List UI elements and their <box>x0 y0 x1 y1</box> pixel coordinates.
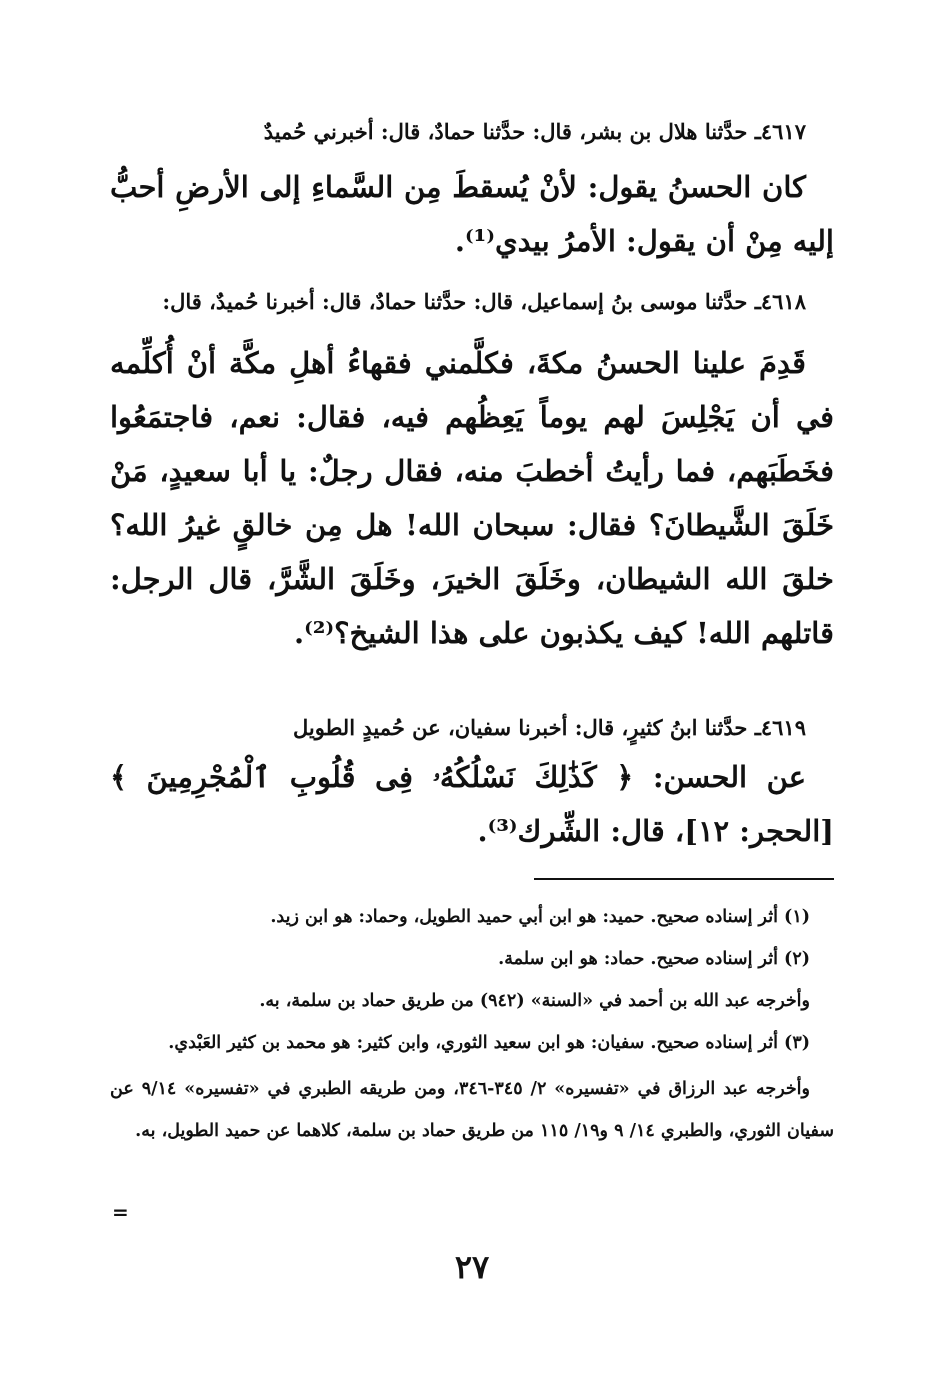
entry-isnad: ٤٦١٩ـ حدَّثنا ابنُ كثيرٍ، قال: أخبرنا سفيان، عن حُميدٍ الطويل <box>292 715 806 740</box>
entry-matn: كان الحسنُ يقول: لأنْ يُسقطَ مِن السَّماءِ إلى الأرضِ أحبُّ إليه مِنْ أن يقول: الأمرُ بيدي⁽¹⁾. <box>110 170 834 258</box>
entry-4618 <box>110 282 834 660</box>
entry-matn: عن الحسن: ﴿ كَذَٰلِكَ نَسْلُكُهُۥ فِى قُلُوبِ ٱلْمُجْرِمِينَ ﴾ [الحجر: ١٢]، قال: الشِّرك⁽³⁾. <box>110 760 834 848</box>
footnote: وأخرجه عبد الله بن أحمد في «السنة» (٩٤٢) من طريق حماد بن سلمة، به. <box>259 991 810 1011</box>
entry-isnad: ٤٦١٨ـ حدَّثنا موسى بنُ إسماعيل، قال: حدَّثنا حمادٌ، قال: أخبرنا حُميدٌ، قال: <box>162 289 806 314</box>
entry-4617 <box>110 112 834 268</box>
footnote: (٣) أثر إسناده صحيح. سفيان: هو ابن سعيد الثوري، وابن كثير: هو محمد بن كثير العَبْدي. <box>168 1033 810 1053</box>
footnotes <box>110 896 834 1152</box>
footnote-separator <box>534 878 834 880</box>
continuation-mark: = <box>112 1200 129 1224</box>
entry-4619 <box>110 708 834 858</box>
entry-isnad: ٤٦١٧ـ حدَّثنا هلال بن بشر، قال: حدَّثنا حمادٌ، قال: أخبرني حُميدٌ <box>263 119 806 144</box>
footnote: (٢) أثر إسناده صحيح. حماد: هو ابن سلمة. <box>498 949 810 969</box>
footnote: وأخرجه عبد الرزاق في «تفسيره» ٢/ ٣٤٥-٣٤٦، ومن طريقه الطبري في «تفسيره» ٩/١٤ عن سفيان الثوري، والطبري ١٤/ ٩ و١٩/ ١١٥ من طريق حماد بن سلمة، كلاهما عن حميد الطويل، به. <box>110 1079 834 1141</box>
page-number: ٢٧ <box>454 1248 490 1286</box>
footnote: (١) أثر إسناده صحيح. حميد: هو ابن أبي حميد الطويل، وحماد: هو ابن زيد. <box>270 907 810 927</box>
entry-matn: قَدِمَ علينا الحسنُ مكةَ، فكلَّمني فقهاءُ أهلِ مكَّة أنْ أُكلِّمه في أن يَجْلِسَ لهم يوماً يَعِظُهم فيه، فقال: نعم، فاجتمَعُوا فخَطَبَهم، فما رأيتُ أخطبَ منه، فقال رجلٌ: يا أبا سعيدٍ، مَنْ خَلَقَ الشَّيطانَ؟ فقال: سبحان الله! هل مِن خالقٍ غيرُ الله؟ خلقَ الله الشيطان، وخَلَقَ الخيرَ، وخَلَقَ الشَّرَّ، قال الرجل: قاتلهم الله! كيف يكذبون على هذا الشيخ؟⁽²⁾. <box>110 346 834 650</box>
